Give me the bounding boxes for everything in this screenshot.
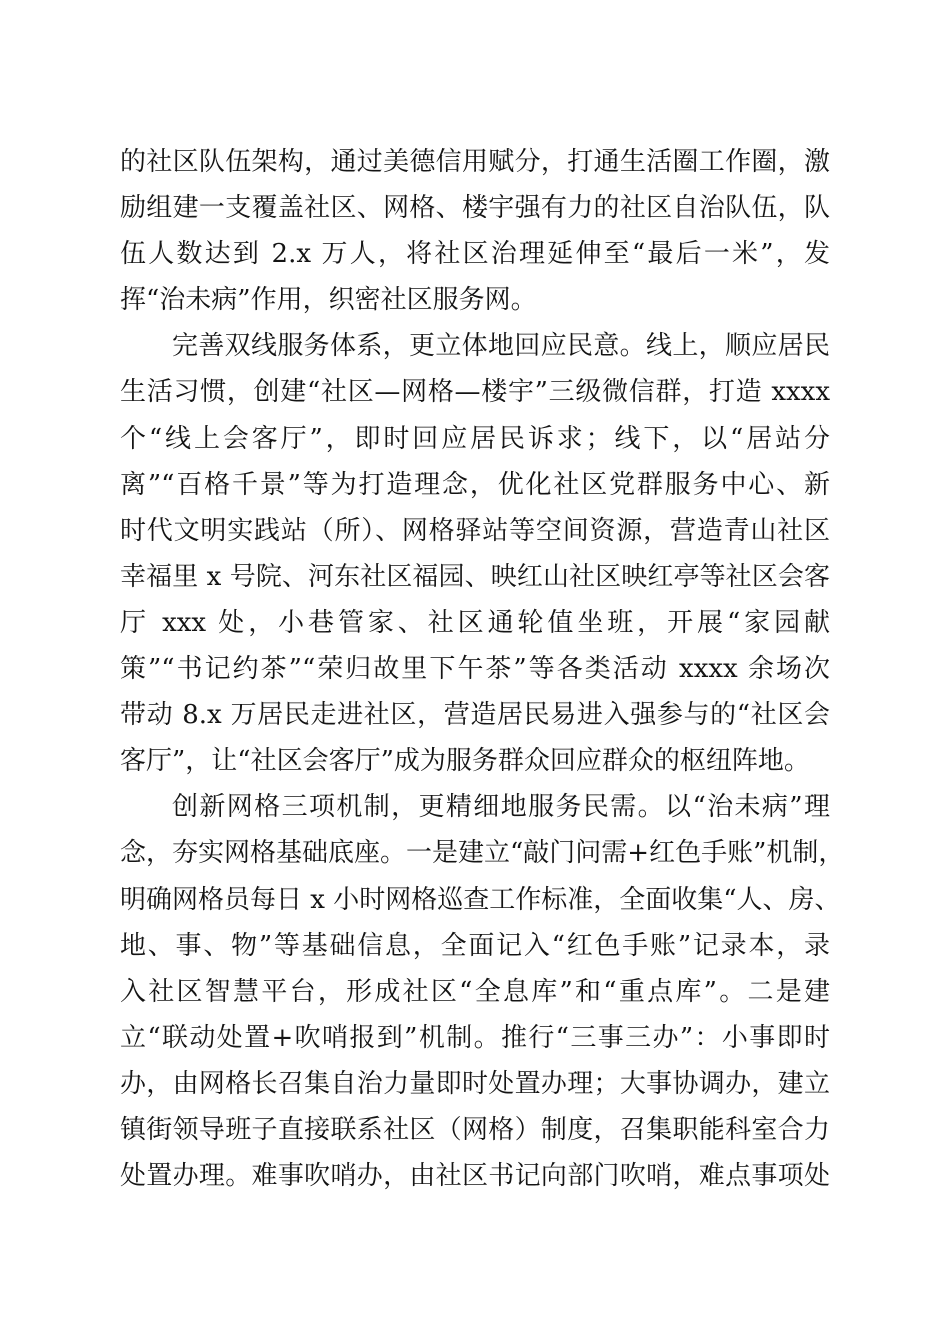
text-line-6: 生活习惯，创建“社区—网格—楼宇”三级微信群，打造 xxxx (120, 377, 830, 408)
text-line-16: 念，夯实网格基础底座。一是建立“敲门问需+红色手账”机制， (120, 838, 845, 869)
text-line-10: 幸福里 x 号院、河东社区福园、映红山社区映红亭等社区会客 (120, 561, 830, 592)
text-line-4: 挥“治未病”作用，织密社区服务网。 (120, 285, 537, 316)
text-line-9: 时代文明实践站（所）、网格驿站等空间资源，营造青山社区 (120, 515, 830, 546)
text-line-23: 处置办理。难事吹哨办，由社区书记向部门吹哨，难点事项处 (120, 1161, 830, 1192)
text-line-17: 明确网格员每日 x 小时网格巡查工作标准，全面收集“人、房、 (120, 884, 841, 915)
text-line-1: 的社区队伍架构，通过美德信用赋分，打通生活圈工作圈，激 (120, 147, 830, 177)
text-line-5: 完善双线服务体系，更立体地回应民意。线上，顺应居民 (172, 331, 830, 362)
text-line-21: 办，由网格长召集自治力量即时处置办理；大事协调办，建立 (120, 1068, 830, 1099)
text-line-14: 客厅”，让“社区会客厅”成为服务群众回应群众的枢纽阵地。 (120, 746, 810, 777)
text-line-19: 入社区智慧平台，形成社区“全息库”和“重点库”。二是建 (120, 976, 830, 1007)
text-line-2: 励组建一支覆盖社区、网格、楼宇强有力的社区自治队伍，队 (120, 193, 830, 224)
text-line-11: 厅 xxx 处，小巷管家、社区通轮值坐班，开展“家园献 (120, 607, 830, 638)
text-line-12: 策”“书记约茶”“荣归故里下午茶”等各类活动 xxxx 余场次 (120, 654, 830, 685)
text-line-7: 个“线上会客厅”，即时回应居民诉求；线下，以“居站分 (120, 423, 830, 454)
text-line-20: 立“联动处置+吹哨报到”机制。推行“三事三办”：小事即时 (120, 1022, 830, 1053)
text-line-22: 镇街领导班子直接联系社区（网格）制度，召集职能科室合力 (120, 1114, 830, 1145)
text-line-3: 伍人数达到 2.x 万人，将社区治理延伸至“最后一米”，发 (120, 239, 830, 270)
text-line-18: 地、事、物”等基础信息，全面记入“红色手账”记录本，录 (120, 930, 830, 961)
text-line-15: 创新网格三项机制，更精细地服务民需。以“治未病”理 (172, 792, 830, 823)
text-line-13: 带动 8.x 万居民走进社区，营造居民易进入强参与的“社区会 (120, 700, 830, 731)
text-line-8: 离”“百格千景”等为打造理念，优化社区党群服务中心、新 (120, 469, 830, 500)
body-text (120, 139, 845, 1199)
